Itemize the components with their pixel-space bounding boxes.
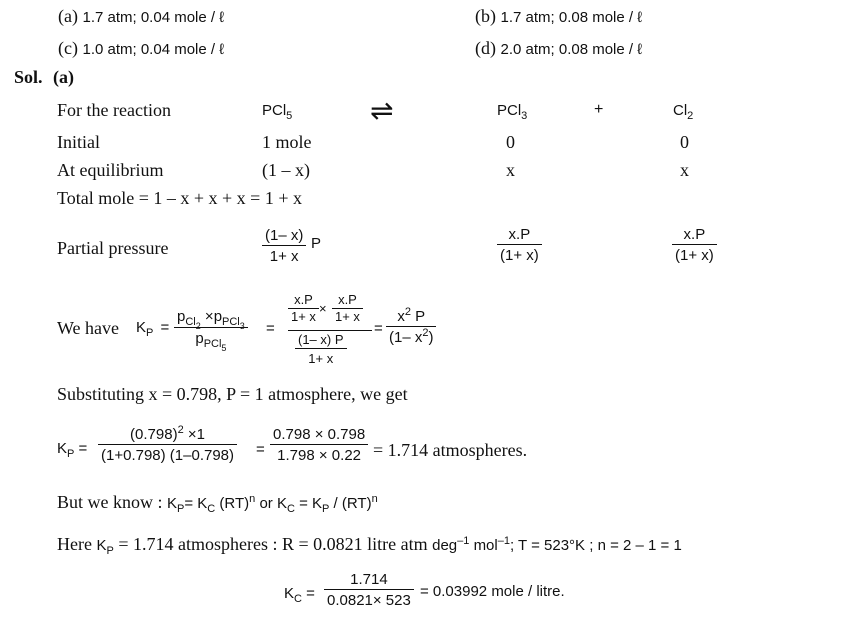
kp-calc-eq2: =: [256, 441, 265, 458]
option-b-label: (b): [475, 6, 496, 26]
option-c-text: 1.0 atm; 0.04 mole / ℓ: [82, 41, 225, 58]
main-fraction-bar: [288, 330, 372, 331]
but-we-know-prefix: But we know :: [57, 492, 163, 512]
bwk-or: or K: [259, 495, 287, 512]
product-cl2: [673, 102, 694, 122]
res-x-exp: 2: [404, 306, 411, 318]
option-b-text: 1.7 atm; 0.08 mole / ℓ: [500, 9, 643, 26]
frac1-num-exp: 2: [177, 424, 184, 436]
onepx2: 1+ x: [335, 309, 360, 324]
bwk-kc2-sub: C: [286, 503, 295, 515]
compound-fraction: [288, 292, 370, 372]
here-tail: ; T = 523°K ; n = 2 – 1 = 1: [509, 537, 682, 554]
xp1: x.P: [294, 292, 313, 307]
eq-pcl5: (1 – x): [262, 160, 310, 180]
option-c-label: (c): [58, 38, 78, 58]
bwk-kp-base: K: [167, 495, 178, 512]
frac2-den: 1.798 × 0.22: [277, 447, 361, 464]
kp-pressure-den: [192, 328, 229, 353]
kc-eq: =: [306, 585, 315, 602]
initial-label: Initial: [57, 132, 100, 152]
eq-pcl3: x: [506, 160, 515, 180]
kp-eq: =: [160, 319, 170, 336]
kp-calc-eq: =: [78, 440, 88, 457]
option-a: [58, 6, 224, 27]
kp-calc-lhs: [57, 440, 88, 460]
option-a-label: (a): [58, 6, 78, 26]
here-prefix: Here: [57, 534, 92, 554]
kp-result-den: [386, 327, 436, 346]
initial-cl2: 0: [680, 132, 689, 152]
product2-sub: 2: [687, 110, 694, 122]
partial-pressure-label: Partial pressure: [57, 238, 169, 258]
p-cl2: p: [177, 308, 186, 325]
we-have-label: We have: [57, 318, 120, 338]
bwk-kc-sub: C: [207, 503, 216, 515]
sol-label: Sol.: [14, 67, 43, 87]
here-mol: mol: [473, 537, 498, 554]
reactant-sub: 5: [286, 110, 293, 122]
kp-calc-frac2: [270, 426, 368, 464]
onepx1: 1+ x: [291, 309, 316, 324]
p-pcl5-subsub: 5: [221, 343, 227, 353]
den-big: (1– x) P: [298, 332, 344, 347]
pp-pcl5-num: (1– x): [265, 227, 304, 244]
bwk-eq1: = K: [184, 495, 208, 512]
substituting-line: Substituting x = 0.798, P = 1 atmosphere, we get: [57, 384, 408, 404]
kp-result-fraction: [386, 308, 436, 346]
here-deg-exp: –1: [457, 535, 470, 547]
kp-result-num: [394, 308, 428, 326]
pp-cl2-fraction: [672, 226, 717, 264]
bwk-kp2-sub: P: [322, 503, 330, 515]
bwk-n: n: [249, 493, 256, 505]
kc-num: 1.714: [350, 571, 388, 588]
p-pcl5-sub: PCl: [203, 338, 222, 350]
plus-sign: +: [594, 101, 604, 118]
product-pcl3: [497, 102, 528, 122]
frac2-num: 0.798 × 0.798: [273, 426, 366, 443]
here-kp-base: K: [96, 537, 107, 554]
option-d-text: 2.0 atm; 0.08 mole / ℓ: [500, 41, 643, 58]
frac1-num-base: (0.798): [130, 426, 178, 443]
bwk-rt: (RT): [219, 495, 250, 512]
pp-pcl3-den: (1+ x): [500, 247, 539, 264]
solution-heading: [14, 67, 74, 88]
p-pcl5: p: [195, 330, 204, 347]
product2-base: Cl: [673, 102, 688, 119]
times-sign-2: ×: [319, 301, 327, 316]
reactant-pcl5: [262, 102, 293, 122]
res-den: (1– x: [389, 329, 423, 346]
kc-base: K: [284, 585, 295, 602]
kp-calc-frac1: [98, 426, 237, 464]
product1-base: PCl: [497, 102, 522, 119]
here-units: [432, 537, 682, 554]
equilibrium-arrow-icon: ⇌: [370, 94, 394, 127]
kp-pressure-num: [174, 308, 248, 331]
res-x: x: [397, 308, 405, 325]
for-reaction-label: For the reaction: [57, 100, 171, 120]
product1-sub: 3: [521, 110, 528, 122]
res-p: P: [415, 308, 426, 325]
option-b: [475, 6, 642, 27]
kp-symbol: [136, 319, 170, 339]
p-cl2-subsub: 2: [195, 321, 201, 331]
pp-pcl3-fraction: [497, 226, 542, 264]
pp-cl2-num: x.P: [683, 226, 706, 243]
pp-pcl5-den: 1+ x: [269, 248, 299, 265]
res-den-close: ): [428, 329, 434, 346]
kc-result: = 0.03992 mole / litre.: [420, 583, 565, 600]
p-pcl3-subsub: 3: [239, 321, 245, 331]
kp-sub: P: [146, 327, 154, 339]
pp-pcl5-suffix: P: [311, 235, 322, 252]
eq-cl2: x: [680, 160, 689, 180]
lower-fraction: [295, 332, 347, 366]
res-den-exp: 2: [422, 327, 429, 339]
here-kp: [96, 537, 114, 557]
frac1-den: (1+0.798) (1–0.798): [101, 447, 235, 464]
sol-answer: (a): [53, 67, 75, 87]
initial-pcl5: 1 mole: [262, 132, 312, 152]
option-c: [58, 38, 224, 59]
pp-pcl5-fraction: [262, 227, 306, 265]
eq-sign-1: =: [266, 320, 275, 337]
xp-over-1px-b: [332, 292, 363, 324]
frac1-num-tail: ×1: [187, 426, 205, 443]
here-deg: deg: [432, 537, 458, 554]
pp-pcl3-num: x.P: [508, 226, 531, 243]
kc-fraction: [324, 571, 414, 609]
kp-calc-sub: P: [67, 448, 75, 460]
p-pcl3: p: [213, 308, 223, 325]
bwk-eq2: = K: [299, 495, 323, 512]
kp-calc-base: K: [57, 440, 68, 457]
den-onepx: 1+ x: [308, 351, 334, 366]
bwk-kp-sub: P: [177, 503, 185, 515]
kp-base: K: [136, 319, 147, 336]
bwk-slash: / (RT): [333, 495, 372, 512]
kp-kc-formula: [167, 493, 378, 515]
frac1-num: [127, 426, 208, 444]
total-mole: Total mole = 1 – x + x + x = 1 + x: [57, 188, 302, 208]
here-mol-exp: –1: [497, 535, 510, 547]
bwk-n2: n: [371, 493, 378, 505]
p-cl2-sub: Cl: [185, 316, 196, 328]
initial-pcl3: 0: [506, 132, 515, 152]
kc-lhs: [284, 585, 315, 605]
option-a-text: 1.7 atm; 0.04 mole / ℓ: [82, 9, 225, 26]
xp2: x.P: [338, 292, 357, 307]
kp-calc-result: = 1.714 atmospheres.: [373, 440, 528, 460]
pp-cl2-den: (1+ x): [675, 247, 714, 264]
but-we-know-line: [57, 492, 378, 513]
here-line: [57, 534, 682, 555]
kc-sub: C: [294, 593, 302, 605]
kp-pressure-fraction: [174, 308, 248, 353]
here-text1: = 1.714 atmospheres : R = 0.0821 litre atm: [118, 534, 428, 554]
option-d: [475, 38, 642, 59]
here-kp-sub: P: [106, 545, 114, 557]
kc-den: 0.0821× 523: [327, 592, 411, 609]
reactant-base: PCl: [262, 102, 287, 119]
equilibrium-label: At equilibrium: [57, 160, 164, 180]
eq-sign-2: =: [374, 320, 383, 337]
option-d-label: (d): [475, 38, 496, 58]
xp-over-1px-a: [288, 292, 319, 324]
p-pcl3-sub: PCl: [222, 316, 240, 328]
times-sign: ×: [204, 308, 214, 325]
